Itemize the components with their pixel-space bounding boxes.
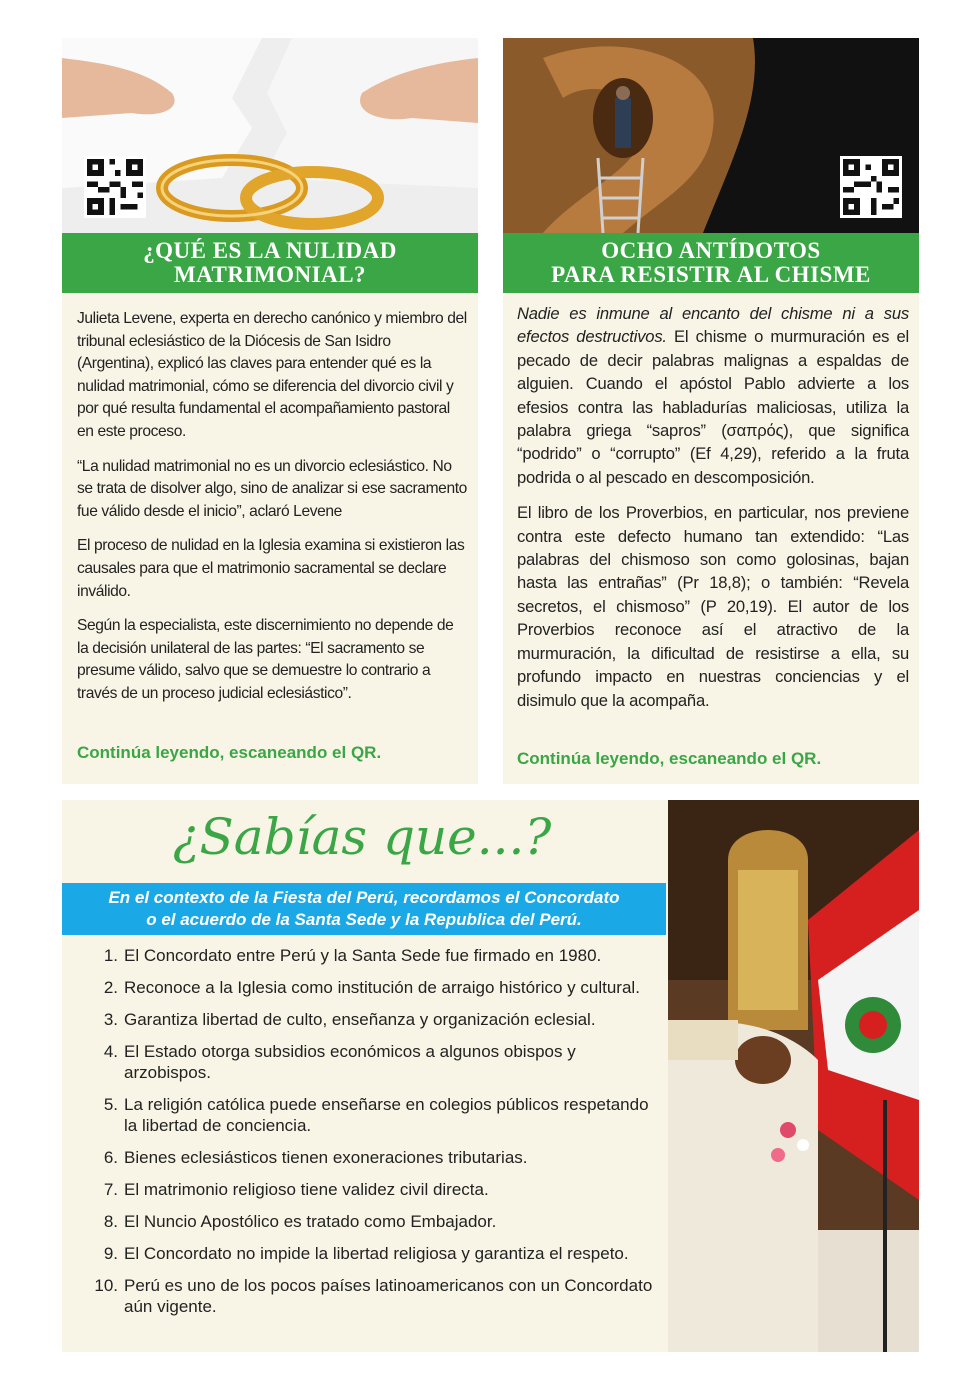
continue-reading-cta: Continúa leyendo, escaneando el QR.: [77, 743, 382, 762]
broken-rings-photo: [62, 38, 478, 233]
article-title: [503, 233, 919, 293]
list-item: [86, 1211, 666, 1232]
item-text: Bienes eclesiásticos tienen exoneraciones tributarias.: [124, 1148, 528, 1167]
context-banner: [62, 883, 666, 935]
list-item: [86, 1094, 666, 1136]
paragraph: “La nulidad matrimonial no es un divorcio eclesiástico. No se trata de disolver algo, sino de analizar si ese sacramento fue válido desde el inicio”, aclaró Levene: [77, 457, 467, 520]
paragraph: [517, 302, 909, 489]
article-body: [517, 302, 909, 724]
item-text: Reconoce a la Iglesia como institución de arraigo histórico y cultural.: [124, 978, 640, 997]
paragraph: El proceso de nulidad en la Iglesia examina si existieron las causales para que el matrimonio sacramental se declare inválido.: [77, 537, 465, 600]
paragraph: Julieta Levene, experta en derecho canónico y miembro del tribunal eclesiástico de la Diócesis de San Isidro (Argentina), explicó las claves para entender qué es la nulidad matrimonial, cómo se diferencia del divorcio civil y por qué resulta fundamental el acompañamiento pastoral en este proceso.: [77, 310, 467, 440]
list-item: [86, 1041, 666, 1083]
title-line-2: MATRIMONIAL?: [173, 262, 367, 287]
title-line-1: OCHO ANTÍDOTOS: [601, 238, 821, 263]
item-number: 1.: [103, 946, 118, 965]
item-text: El Nuncio Apostólico es tratado como Embajador.: [124, 1212, 497, 1231]
banner-line-1: En el contexto de la Fiesta del Perú, recordamos el Concordato: [108, 888, 620, 907]
item-number: 8.: [103, 1212, 118, 1231]
list-item: [86, 977, 666, 998]
section-title: ¿Sabías que...?: [172, 808, 552, 866]
article-chisme: [503, 38, 919, 784]
paragraph-rest: El chisme o murmuración es el pecado de decir palabras malignas a espaldas de alguien. Cuando el apóstol Pablo advierte a los efesios contra las habladurías maliciosas, utiliza la palabra griega “sapros” (σαπρός), que significa “podrido” o “corrupto” (Ef 4,29), referido a la fruta podrida o al pescado en descomposición.: [517, 327, 909, 487]
facts-list: [86, 945, 666, 1328]
paragraph: El libro de los Proverbios, en particular, nos previene contra este defecto humano tan extendido: “Las palabras del chismoso son como golosinas, bajan hasta las entrañas” (Pr 18,8); o también: “Revela secretos, el chismoso” (P 20,19). El autor de los Proverbios reconoce así el atractivo de la murmuración, la dificultad de resistirse a ella, su profundo impacto en nuestras conciencias y el disimulo que la acompaña.: [517, 503, 909, 710]
intro-italic: Nadie es inmune al encanto del chisme ni a sus efectos destructivos.: [517, 304, 909, 347]
list-item: [86, 1243, 666, 1264]
sabias-que-section: [62, 800, 919, 1352]
article-nulidad: [62, 38, 478, 784]
list-item: [86, 945, 666, 966]
qr-code-icon[interactable]: [84, 156, 146, 218]
banner-line-2: o el acuerdo de la Santa Sede y la Republica del Perú.: [146, 910, 582, 929]
title-line-1: ¿QUÉ ES LA NULIDAD: [143, 238, 397, 263]
list-item: [86, 1147, 666, 1168]
item-number: 6.: [103, 1148, 118, 1167]
ear-listener-photo: [503, 38, 919, 233]
item-number: 2.: [103, 978, 118, 997]
item-number: 10.: [94, 1276, 118, 1295]
item-number: 4.: [103, 1042, 118, 1061]
title-line-2: PARA RESISTIR AL CHISME: [551, 262, 871, 287]
item-number: 5.: [103, 1095, 118, 1114]
item-number: 7.: [103, 1180, 118, 1199]
list-item: [86, 1275, 666, 1317]
item-text: El Estado otorga subsidios económicos a algunos obispos y arzobispos.: [124, 1042, 576, 1082]
item-text: El Concordato no impide la libertad religiosa y garantiza el respeto.: [124, 1244, 629, 1263]
article-body: [77, 308, 467, 718]
list-item: [86, 1179, 666, 1200]
item-text: El Concordato entre Perú y la Santa Sede fue firmado en 1980.: [124, 946, 602, 965]
item-number: 9.: [103, 1244, 118, 1263]
continue-reading-cta: Continúa leyendo, escaneando el QR.: [517, 749, 822, 768]
item-text: La religión católica puede enseñarse en colegios públicos respetando la libertad de conciencia.: [124, 1095, 649, 1135]
item-text: El matrimonio religioso tiene validez civil directa.: [124, 1180, 489, 1199]
bishop-flag-photo: [668, 800, 919, 1352]
article-title: [62, 233, 478, 293]
item-text: Perú es uno de los pocos países latinoamericanos con un Concordato aún vigente.: [124, 1276, 653, 1316]
item-text: Garantiza libertad de culto, enseñanza y organización eclesial.: [124, 1010, 596, 1029]
paragraph: Según la especialista, este discernimiento no depende de la decisión unilateral de las partes: “El sacramento se presume válido, salvo que se demuestre lo contrario a través de un proceso judicial eclesiástico”.: [77, 617, 454, 702]
item-number: 3.: [103, 1010, 118, 1029]
qr-code-icon[interactable]: [840, 156, 902, 218]
list-item: [86, 1009, 666, 1030]
